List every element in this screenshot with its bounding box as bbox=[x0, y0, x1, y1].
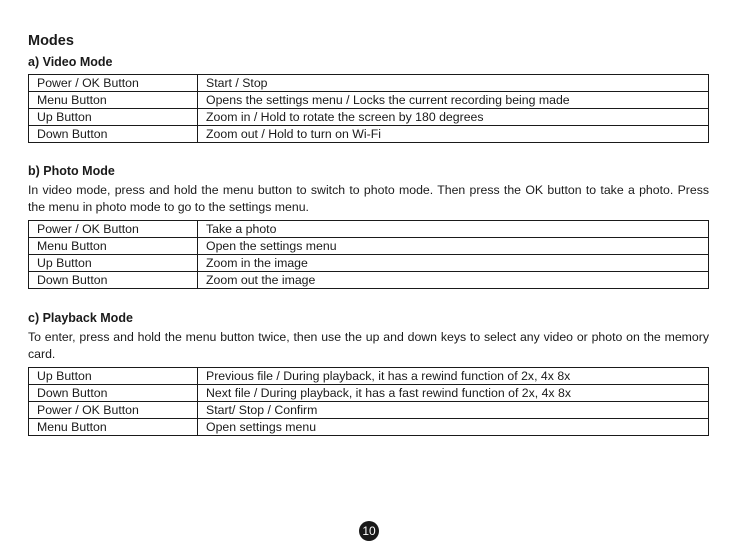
table-row bbox=[29, 368, 709, 385]
playback-mode-description: To enter, press and hold the menu button twice, then use the up and down keys to select any video or photo on the memory card. bbox=[28, 330, 709, 361]
action-cell: Take a photo bbox=[198, 221, 709, 238]
photo-mode-description: In video mode, press and hold the menu button to switch to photo mode. Then press the OK button to take a photo. Press the menu in photo mode to go to the settings menu. bbox=[28, 183, 709, 214]
video-mode-table bbox=[28, 74, 709, 143]
table-row bbox=[29, 238, 709, 255]
action-cell: Start / Stop bbox=[198, 75, 709, 92]
action-cell: Opens the settings menu / Locks the current recording being made bbox=[198, 92, 709, 109]
video-mode-heading: a) Video Mode bbox=[28, 55, 113, 69]
action-cell: Zoom in the image bbox=[198, 255, 709, 272]
table-row bbox=[29, 419, 709, 436]
action-cell: Start/ Stop / Confirm bbox=[198, 402, 709, 419]
button-cell: Up Button bbox=[29, 109, 198, 126]
action-cell: Previous file / During playback, it has a rewind function of 2x, 4x 8x bbox=[198, 368, 709, 385]
button-cell: Down Button bbox=[29, 272, 198, 289]
action-cell: Next file / During playback, it has a fast rewind function of 2x, 4x 8x bbox=[198, 385, 709, 402]
table-row bbox=[29, 221, 709, 238]
button-cell: Menu Button bbox=[29, 419, 198, 436]
button-cell: Down Button bbox=[29, 126, 198, 143]
playback-mode-table bbox=[28, 367, 709, 436]
button-cell: Up Button bbox=[29, 368, 198, 385]
table-row bbox=[29, 402, 709, 419]
button-cell: Menu Button bbox=[29, 92, 198, 109]
page-title: Modes bbox=[28, 33, 74, 49]
table-row bbox=[29, 126, 709, 143]
playback-mode-heading: c) Playback Mode bbox=[28, 311, 133, 325]
button-cell: Up Button bbox=[29, 255, 198, 272]
table-row bbox=[29, 255, 709, 272]
table-row bbox=[29, 385, 709, 402]
button-cell: Menu Button bbox=[29, 238, 198, 255]
action-cell: Open the settings menu bbox=[198, 238, 709, 255]
action-cell: Open settings menu bbox=[198, 419, 709, 436]
action-cell: Zoom in / Hold to rotate the screen by 180 degrees bbox=[198, 109, 709, 126]
page-number-badge: 10 bbox=[359, 521, 379, 541]
photo-mode-table bbox=[28, 220, 709, 289]
button-cell: Power / OK Button bbox=[29, 402, 198, 419]
table-row bbox=[29, 272, 709, 289]
table-row bbox=[29, 92, 709, 109]
photo-mode-heading: b) Photo Mode bbox=[28, 164, 115, 178]
action-cell: Zoom out the image bbox=[198, 272, 709, 289]
table-row bbox=[29, 75, 709, 92]
action-cell: Zoom out / Hold to turn on Wi-Fi bbox=[198, 126, 709, 143]
button-cell: Power / OK Button bbox=[29, 221, 198, 238]
button-cell: Power / OK Button bbox=[29, 75, 198, 92]
table-row bbox=[29, 109, 709, 126]
button-cell: Down Button bbox=[29, 385, 198, 402]
